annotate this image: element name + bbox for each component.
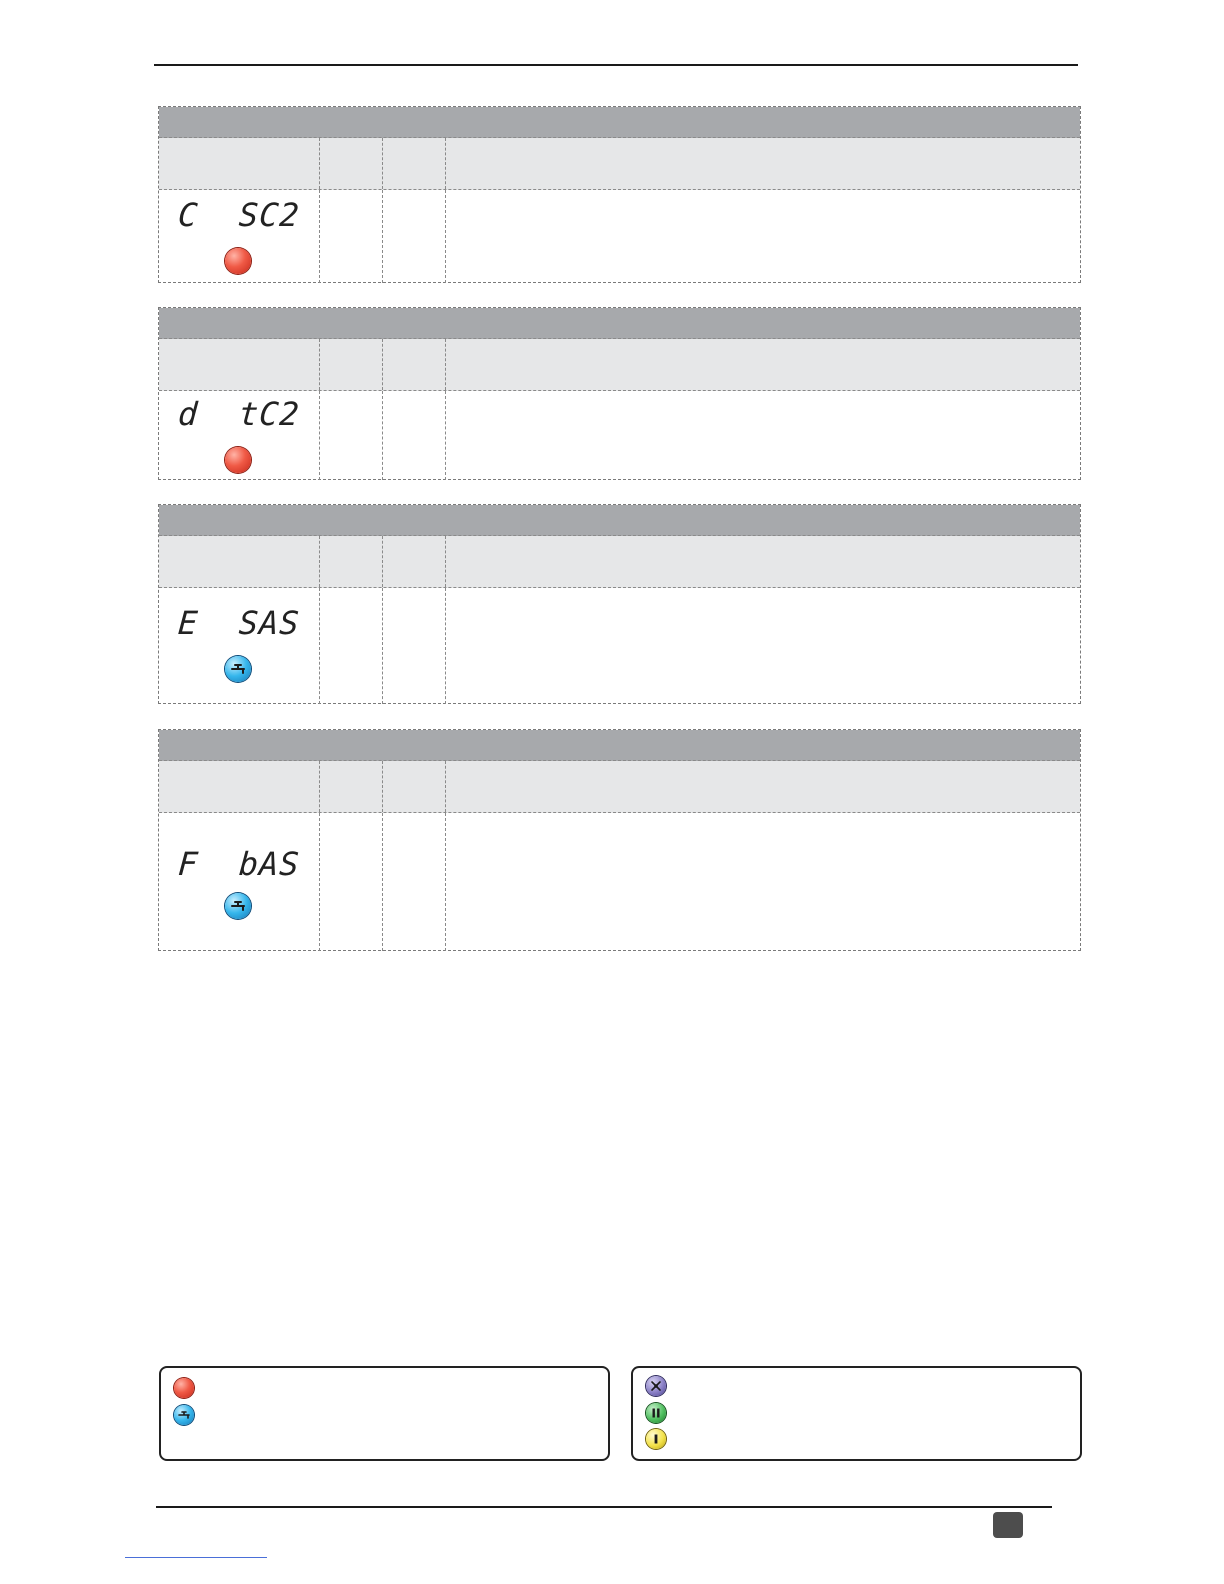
legend-box-right: [631, 1366, 1082, 1461]
page-number-badge: [993, 1512, 1023, 1538]
display-code: F bAS: [176, 845, 302, 883]
footer-link-underline[interactable]: [125, 1557, 267, 1558]
column-header-row: [159, 339, 1080, 391]
display-code: d tC2: [176, 395, 302, 433]
section-header: [159, 730, 1080, 761]
legend-box-left: [159, 1366, 610, 1461]
purple-fan-icon: [646, 1376, 666, 1396]
section-header: [159, 107, 1080, 138]
code-section-e: [158, 504, 1081, 704]
display-code: E SAS: [176, 604, 302, 642]
code-section-c: [158, 106, 1081, 283]
display-code: C SC2: [176, 196, 302, 234]
blue-tap-icon: [174, 1405, 194, 1425]
section-header: [159, 505, 1080, 536]
column-header-row: [159, 761, 1080, 813]
bottom-rule: [156, 1506, 1052, 1508]
section-header: [159, 308, 1080, 339]
top-rule: [154, 64, 1078, 66]
yellow-bar-icon: [646, 1429, 666, 1449]
code-row: [159, 190, 1080, 283]
code-row: [159, 813, 1080, 951]
red-dot-icon: [225, 248, 251, 274]
red-dot-icon: [174, 1378, 194, 1398]
blue-tap-icon: [225, 893, 251, 919]
code-section-d: [158, 307, 1081, 480]
code-section-f: [158, 729, 1081, 951]
column-header-row: [159, 138, 1080, 190]
blue-tap-icon: [225, 656, 251, 682]
code-row: [159, 391, 1080, 480]
green-pause-icon: [646, 1403, 666, 1423]
column-header-row: [159, 536, 1080, 588]
code-row: [159, 588, 1080, 704]
red-dot-icon: [225, 447, 251, 473]
